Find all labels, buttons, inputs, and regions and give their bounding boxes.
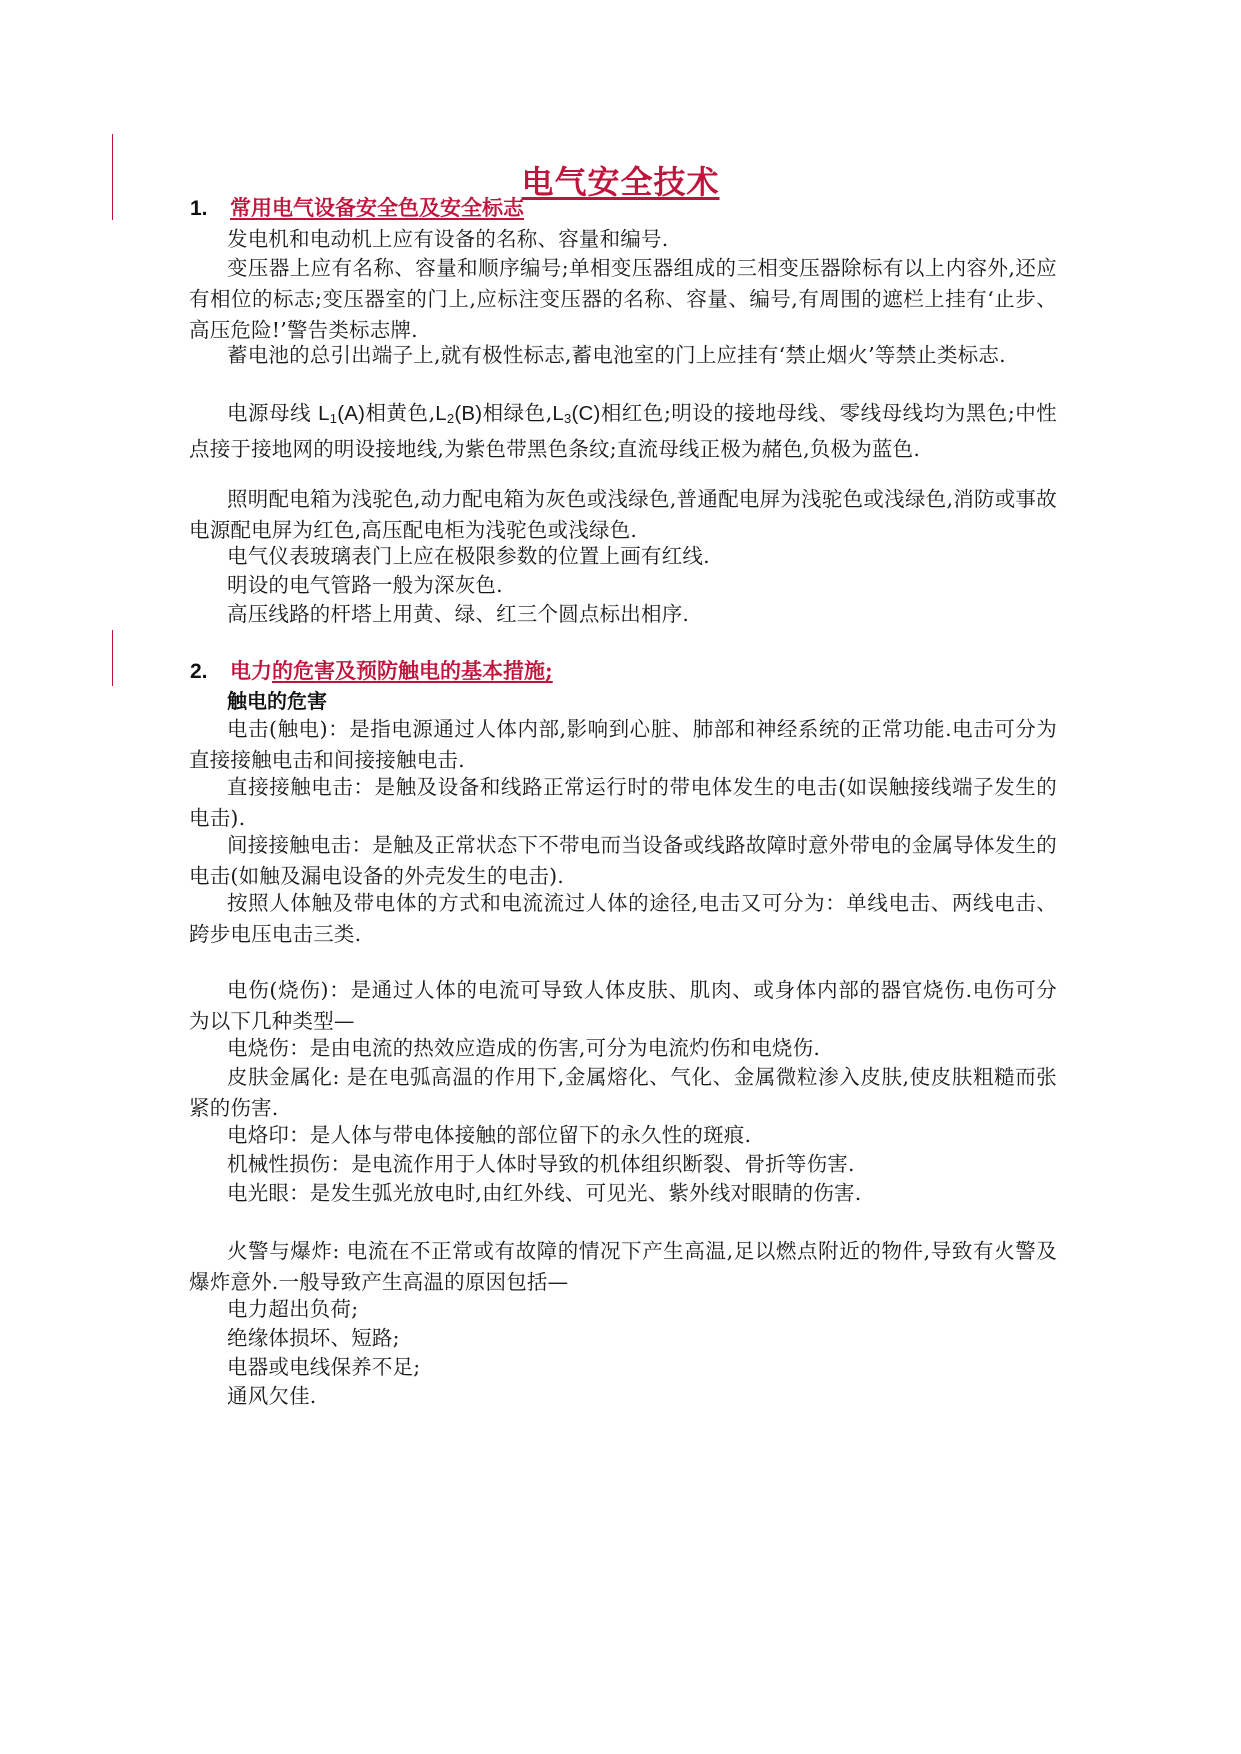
paragraph: 电气仪表玻璃表门上应在极限参数的位置上画有红线. — [227, 544, 710, 568]
paragraph: 电光眼：是发生弧光放电时,由红外线、可见光、紫外线对眼睛的伤害. — [227, 1181, 862, 1205]
paragraph: 间接接触电击：是触及正常状态下不带电而当设备或线路故障时意外带电的金属导体发生的电击(如触及漏电设备的外壳发生的电击). — [189, 833, 1057, 888]
section-title: 常用电气设备安全色及安全标志 — [230, 195, 524, 220]
paragraph: 发电机和电动机上应有设备的名称、容量和编号. — [227, 227, 669, 251]
paragraph: 照明配电箱为浅驼色,动力配电箱为灰色或浅绿色,普通配电屏为浅驼色或浅绿色,消防或事故电源配电屏为红色,高压配电柜为浅驼色或浅绿色. — [189, 487, 1057, 542]
paragraph: 按照人体触及带电体的方式和电流流过人体的途径,电击又可分为：单线电击、两线电击、跨步电压电击三类. — [189, 891, 1057, 946]
paragraph: 变压器上应有名称、容量和顺序编号;单相变压器组成的三相变压器除标有以上内容外,还应有相位的标志;变压器室的门上,应标注变压器的名称、容量、编号,有周围的遮栏上挂有‘止步、高压危险!’警告类标志牌. — [189, 256, 1057, 342]
paragraph: 皮肤金属化: 是在电弧高温的作用下,金属熔化、气化、金属微粒渗入皮肤,使皮肤粗糙而张紧的伤害. — [189, 1065, 1057, 1120]
section-number: 2. — [190, 660, 208, 683]
section-title: 的危害及预防触电的基本措施; — [272, 658, 553, 683]
paragraph: 电烙印：是人体与带电体接触的部位留下的永久性的斑痕. — [227, 1123, 752, 1147]
list-item: 绝缘体损坏、短路; — [227, 1326, 400, 1350]
list-item: 电器或电线保养不足; — [227, 1355, 421, 1379]
section-title-prefix: 电力 — [230, 658, 272, 683]
paragraph: 机械性损伤：是电流作用于人体时导致的机体组织断裂、骨折等伤害. — [227, 1152, 855, 1176]
page-title: 电气安全技术 — [521, 163, 720, 201]
paragraph: 明设的电气管路一般为深灰色. — [227, 573, 503, 597]
paragraph: 电击(触电)：是指电源通过人体内部,影响到心脏、肺部和神经系统的正常功能.电击可分为直接接触电击和间接接触电击. — [189, 717, 1057, 772]
revision-bar — [112, 630, 113, 686]
section-number: 1. — [190, 197, 208, 220]
paragraph: 火警与爆炸: 电流在不正常或有故障的情况下产生高温,足以燃点附近的物件,导致有火警及爆炸意外.一般导致产生高温的原因包括— — [189, 1239, 1057, 1294]
paragraph-busbar-colors: 电源母线 $L_1(A)$相黄色$,L_2(B)$相绿色$,L_3(C)$相红色;明设的接地母线、零线母线均为黑色;中性点接于接地网的明设接地线,为紫色带黑色条纹;直流母线正极为赭色,负极为蓝色. — [189, 401, 1057, 461]
section-heading — [190, 193, 524, 224]
paragraph: 直接接触电击：是触及设备和线路正常运行时的带电体发生的电击(如误触接线端子发生的电击). — [189, 775, 1057, 830]
list-item: 通风欠佳. — [227, 1384, 317, 1408]
subheading: 触电的危害 — [227, 689, 327, 713]
section-heading — [190, 656, 553, 687]
paragraph: 高压线路的杆塔上用黄、绿、红三个圆点标出相序. — [227, 602, 690, 626]
paragraph: 电烧伤：是由电流的热效应造成的伤害,可分为电流灼伤和电烧伤. — [227, 1036, 821, 1060]
paragraph: 蓄电池的总引出端子上,就有极性标志,蓄电池室的门上应挂有‘禁止烟火’等禁止类标志. — [227, 343, 1006, 367]
list-item: 电力超出负荷; — [227, 1297, 359, 1321]
paragraph: 电伤(烧伤)：是通过人体的电流可导致人体皮肤、肌肉、或身体内部的器官烧伤.电伤可分为以下几种类型— — [189, 978, 1057, 1033]
